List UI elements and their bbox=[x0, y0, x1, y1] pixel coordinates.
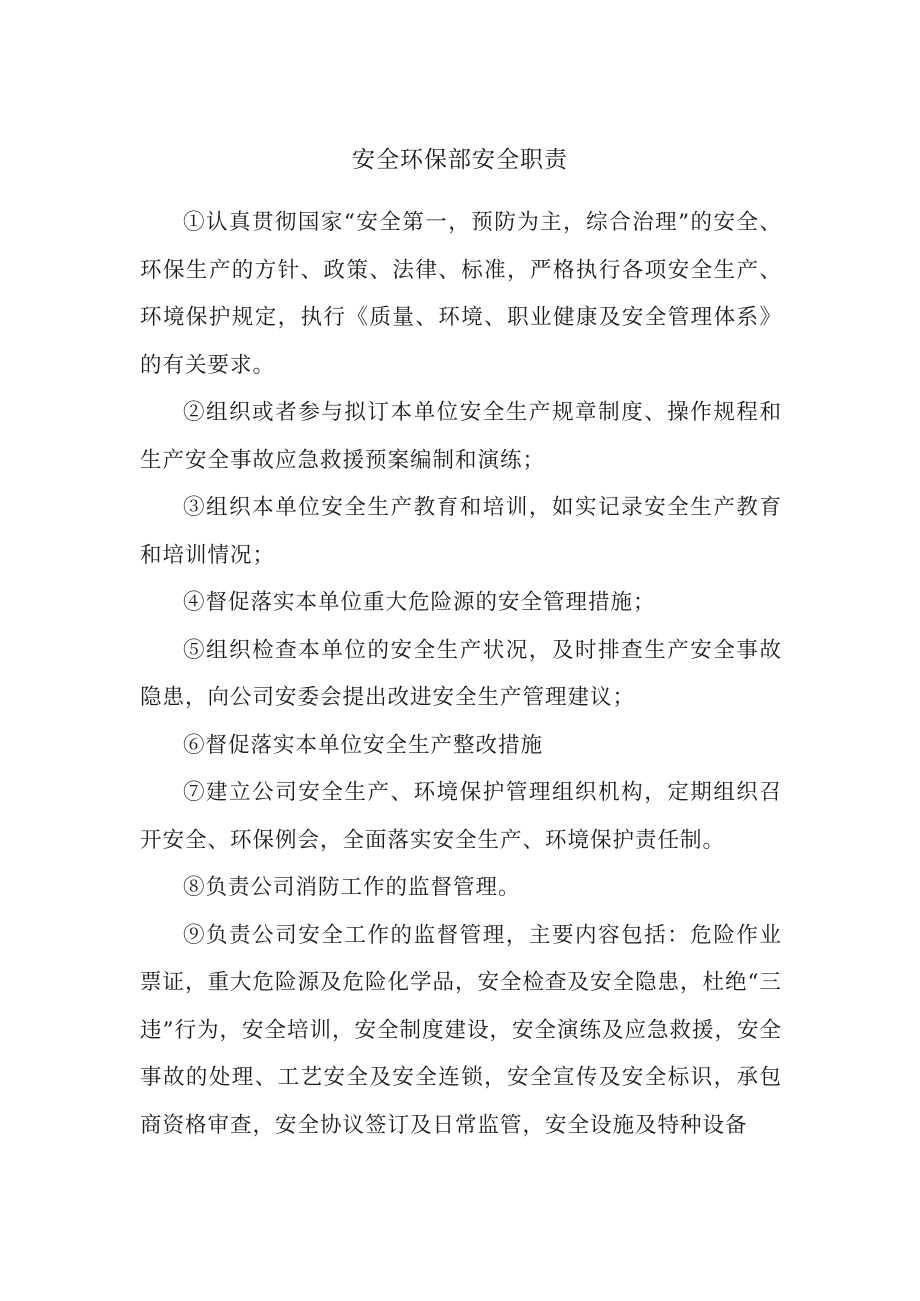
paragraph-3: ③组织本单位安全生产教育和培训，如实记录安全生产教育和培训情况； bbox=[140, 495, 782, 568]
paragraph-6: ⑥督促落实本单位安全生产整改措施 bbox=[183, 732, 544, 758]
document-body bbox=[140, 199, 782, 1149]
paragraph-1: ①认真贯彻国家“安全第一，预防为主，综合治理”的安全、环保生产的方针、政策、法律、标准，严格执行各项安全生产、环境保护规定，执行《质量、环境、职业健康及安全管理体系》的有关要求。 bbox=[140, 210, 782, 378]
paragraph-2: ②组织或者参与拟订本单位安全生产规章制度、操作规程和生产安全事故应急救援预案编制和演练； bbox=[140, 400, 782, 473]
paragraph-7: ⑦建立公司安全生产、环境保护管理组织机构，定期组织召开安全、环保例会，全面落实安全生产、环境保护责任制。 bbox=[140, 780, 782, 853]
paragraph-4: ④督促落实本单位重大危险源的安全管理措施； bbox=[183, 590, 656, 615]
paragraph-8: ⑧负责公司消防工作的监督管理。 bbox=[183, 875, 521, 900]
page-title: 安全环保部安全职责 bbox=[352, 147, 568, 173]
paragraph-5: ⑤组织检查本单位的安全生产状况，及时排查生产安全事故隐患，向公司安委会提出改进安全生产管理建议； bbox=[140, 637, 782, 710]
paragraph-9: ⑨负责公司安全工作的监督管理，主要内容包括：危险作业票证，重大危险源及危险化学品，安全检查及安全隐患，杜绝“三违”行为，安全培训，安全制度建设，安全演练及应急救援，安全事故的处理、工艺安全及安全连锁，安全宣传及安全标识，承包商资格审查，安全协议签订及日常监管，安全设施及特种设备 bbox=[140, 922, 782, 1138]
